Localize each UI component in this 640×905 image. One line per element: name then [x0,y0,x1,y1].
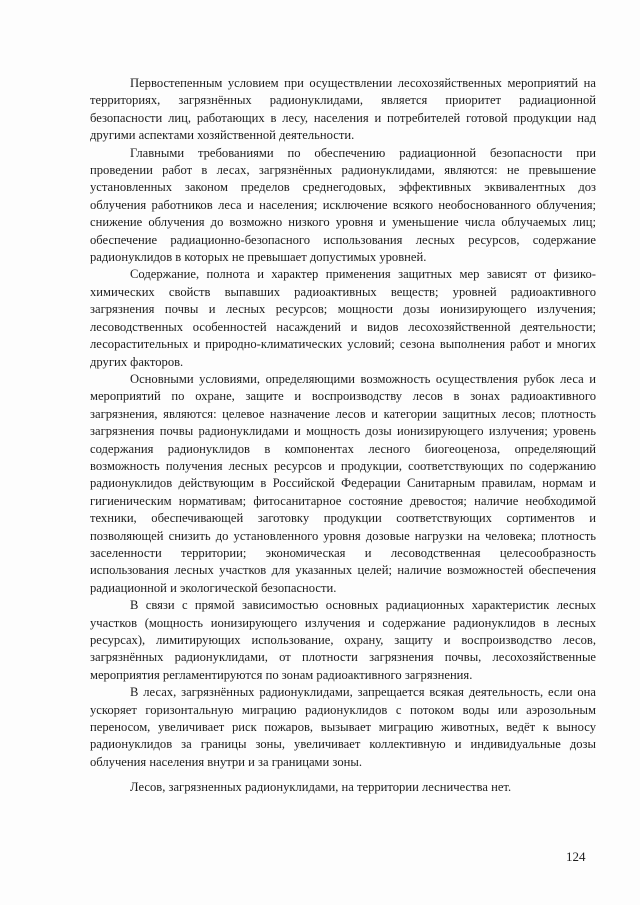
page-number: 124 [566,849,586,864]
paragraph-no-contaminated-forests: Лесов, загрязненных радионуклидами, на территории лесничества нет. [130,780,512,795]
paragraph-prohibited-activity: В лесах, загрязнённых радионуклидами, запрещается всякая деятельность, если она ускоряет горизонтальную миграцию радионуклидов с потоком воды или аэрозольным переносом, увеличивает риск пожаров, вызывает миграцию животных, ведёт к выносу радионуклидов за границы зоны, увеличивает коллективную и индивидуальные дозы облучения населения внутри и за границами зоны. [90,685,596,769]
paragraph-zone-regulation: В связи с прямой зависимостью основных радиационных характеристик лесных участков (мощность ионизирующего излучения и содержание радионуклидов в лесных ресурсах), лимитирующих использование, охрану, защиту и воспроизводство лесов, загрязнённых радионуклидами, от плотности загрязнения почвы, лесохозяйственные мероприятия регламентируются по зонам радиоактивного загрязнения. [90,598,596,682]
paragraph-protective-measures: Содержание, полнота и характер применения защитных мер зависят от физико-химических свойств выпавших радиоактивных веществ; уровней радиоактивного загрязнения почвы и лесных ресурсов; мощности дозы ионизирующего излучения; лесоводственных особенностей насаждений и видов лесохозяйственной деятельности; лесорастительных и природно-климатических условий; сезона выполнения работ и многих других факторов. [90,267,596,369]
paragraph-main-requirements: Главными требованиями по обеспечению радиационной безопасности при проведении работ в лесах, загрязнённых радионуклидами, являются: не превышение установленных законом пределов среднегодовых, эффективных эквивалентных доз облучения работников леса и населения; исключение всякого необоснованного облучения; снижение облучения до возможно низкого уровня и уменьшение числа облучаемых лиц; обеспечение радиационно-безопасного использования лесных ресурсов, содержание радионуклидов в которых не превышает допустимых уровней. [90,145,596,265]
body-text [90,75,596,797]
paragraph-radiation-priority: Первостепенным условием при осуществлении лесохозяйственных мероприятий на территориях, загрязнённых радионуклидами, является приоритет радиационной безопасности лиц, работающих в лесу, населения и потребителей готовой продукции над другими аспектами хозяйственной деятельности. [90,76,596,143]
paragraph-main-conditions: Основными условиями, определяющими возможность осуществления рубок леса и мероприятий по охране, защите и воспроизводству лесов в зонах радиоактивного загрязнения, являются: целевое назначение лесов и категории защитных лесов; плотность загрязнения почвы радионуклидами и мощность дозы ионизирующего излучения; уровень содержания радионуклидов в компонентах лесного биогеоценоза, определяющий возможность получения лесных ресурсов и продукции, соответствующих по содержанию радионуклидов действующим в Российской Федерации Санитарным правилам, нормам и гигиеническим нормативам; фитосанитарное состояние древостоя; наличие необходимой техники, обеспечивающей заготовку продукции соответствующих сортиментов и позволяющей снизить до установленного уровня дозовые нагрузки на человека; плотность заселенности территории; экономическая и лесоводственная целесообразность использования лесных участков для указанных целей; наличие возможностей обеспечения радиационной и экологической безопасности. [90,371,596,595]
